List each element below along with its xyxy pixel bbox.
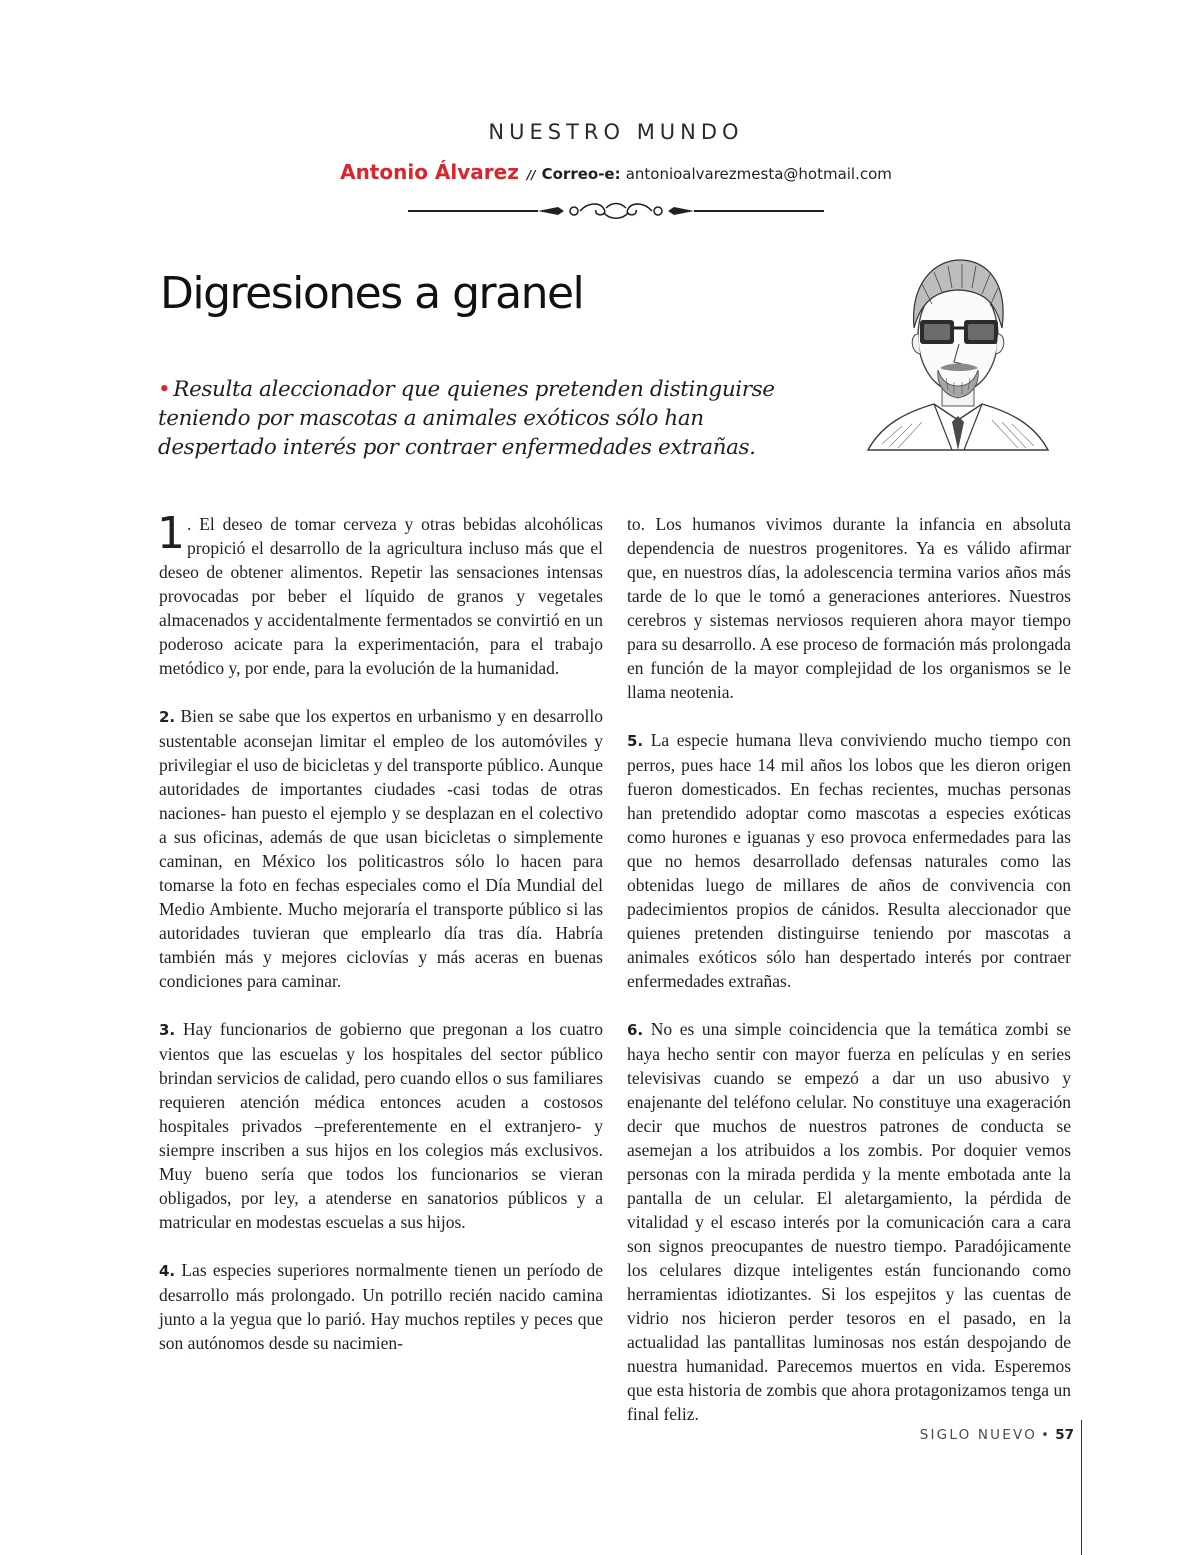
footer-vertical-rule bbox=[1081, 1420, 1082, 1555]
paragraph-4 bbox=[159, 1258, 603, 1355]
body-column-right bbox=[627, 512, 1071, 1450]
paragraph-6 bbox=[627, 1017, 1071, 1426]
author-email[interactable]: antonioalvarezmesta@hotmail.com bbox=[625, 165, 892, 183]
paragraph-4-text: Las especies superiores normalmente tienen un período de desarrollo más prolongado. Un potrillo recién nacido camina junto a la yegua que lo parió. Hay muchos reptiles y peces que son autónomos desde su nacimien- bbox=[159, 1260, 603, 1353]
paragraph-6-text: No es una simple coincidencia que la temática zombi se haya hecho sentir con mayor fuerza en películas y en series televisivas cuando se empezó a dar un uso abusivo y enajenante del teléfono celular. No constituye una exageración decir que muchos de nuestros patrones de conducta se asemejan a los atribuidos a los zombis. Por doquier vemos personas con la mirada perdida y la mente embotada ante la pantalla de un celular. El aletargamiento, la pérdida de vitalidad y el escaso interés por la comunicación cara a cara son signos preocupantes de nuestro tiempo. Paradójicamente los celulares dizque inteligentes están funcionando como herramientas idiotizantes. Si los espejitos y las cuentas de vidrio nos hicieron perder tesoros en el pasado, en la actualidad las pantallitas luminosas nos están despojando de nuestra humanidad. Parecemos muertos en vida. Esperemos que esta historia de zombis que ahora protagonizamos tenga un final feliz. bbox=[627, 1019, 1071, 1424]
paragraph-5-number: 5. bbox=[627, 732, 644, 750]
paragraph-3 bbox=[159, 1017, 603, 1234]
paragraph-5-text: La especie humana lleva conviviendo mucho tiempo con perros, pues hace 14 mil años los lobos que les dieron origen fueron domesticados. En fechas recientes, muchas personas han pretendido adoptar como mascotas a especies exóticas como hurones e iguanas y eso provoca enfermedades para las que no hemos desarrollado defensas naturales como las obtenidas luego de millares de años de convivencia con padecimientos propios de cánidos. Resulta aleccionador que quienes pretenden distinguirse teniendo por mascotas a animales exóticos sólo han despertado interés por contraer enfermedades extrañas. bbox=[627, 730, 1071, 991]
paragraph-6-number: 6. bbox=[627, 1021, 644, 1039]
paragraph-1-text: . El deseo de tomar cerveza y otras bebidas alcohólicas propició el desarrollo de la agricultura incluso más que el deseo de obtener alimentos. Repetir las sensaciones intensas provocadas por beber el líquido de granos y vegetales almacenados y accidentalmente fermentados se convirtió en un poderoso acicate para la experimentación, para el trabajo metódico y, por ende, para la evolución de la humanidad. bbox=[159, 514, 603, 678]
article-deck bbox=[158, 375, 798, 462]
paragraph-2-number: 2. bbox=[159, 708, 176, 726]
page-number: 57 bbox=[1055, 1427, 1074, 1443]
magazine-name: SIGLO NUEVO bbox=[919, 1427, 1038, 1443]
footer-dot-icon: • bbox=[1041, 1427, 1052, 1443]
byline-separator: // bbox=[526, 168, 536, 182]
email-label: Correo-e: bbox=[541, 165, 621, 183]
byline bbox=[0, 160, 1200, 184]
ornament-divider-icon bbox=[408, 200, 824, 222]
page-footer bbox=[920, 1427, 1074, 1443]
author-name: Antonio Álvarez bbox=[340, 160, 519, 184]
article-deck-text: Resulta aleccionador que quienes pretenden distinguirse teniendo por mascotas a animales exóticos sólo han despertado interés por contraer enfermedades extrañas. bbox=[158, 377, 775, 460]
paragraph-3-text: Hay funcionarios de gobierno que pregonan a los cuatro vientos que las escuelas y los hospitales del sector público brindan servicios de calidad, pero cuando ellos o sus familiares requieren atención médica entonces acuden a costosos hospitales privados –preferentemente en el extranjero- y siempre inscriben a sus hijos en los colegios más exclusivos. Muy bueno sería que todos los funcionarios se vieran obligados, por ley, a atenderse en sanatorios públicos y a matricular en modestas escuelas a sus hijos. bbox=[159, 1019, 603, 1232]
paragraph-3-number: 3. bbox=[159, 1021, 176, 1039]
paragraph-2-text: Bien se sabe que los expertos en urbanismo y en desarrollo sustentable aconsejan limitar el empleo de los automóviles y privilegiar el uso de bicicletas y del transporte público. Aunque autoridades de importantes ciudades -casi todas de otras naciones- han puesto el ejemplo y se desplazan en el colectivo a sus oficinas, además de que usan bicicletas o simplemente caminan, en México los politicastros sólo lo hacen para tomarse la foto en fechas especiales como el Día Mundial del Medio Ambiente. Mucho mejoraría el transporte público si las autoridades tuvieran que emplearlo día tras día. Habría también más y mejores ciclovías y más aceras en buenas condiciones para caminar. bbox=[159, 706, 603, 991]
paragraph-1 bbox=[157, 508, 603, 680]
author-portrait-illustration bbox=[862, 244, 1052, 460]
section-name: NUESTRO MUNDO bbox=[488, 120, 744, 144]
paragraph-5 bbox=[627, 728, 1071, 993]
paragraph-2 bbox=[159, 704, 603, 993]
body-column-left bbox=[157, 508, 603, 1379]
bullet-icon: • bbox=[158, 377, 171, 402]
paragraph-4-continued: to. Los humanos vivimos durante la infancia en absoluta dependencia de nuestros progenitores. Ya es válido afirmar que, en nuestros días, la adolescencia termina varios años más tarde de lo que le tomó a generaciones anteriores. Nuestros cerebros y sistemas nerviosos requieren ahora mayor tiempo para su desarrollo. A ese proceso de formación más prolongada en función de la mayor complejidad de los organismos se le llama neotenia. bbox=[627, 514, 1071, 702]
paragraph-1-number: 1 bbox=[157, 508, 185, 559]
article-title: Digresiones a granel bbox=[160, 268, 584, 319]
paragraph-4-number: 4. bbox=[159, 1262, 176, 1280]
